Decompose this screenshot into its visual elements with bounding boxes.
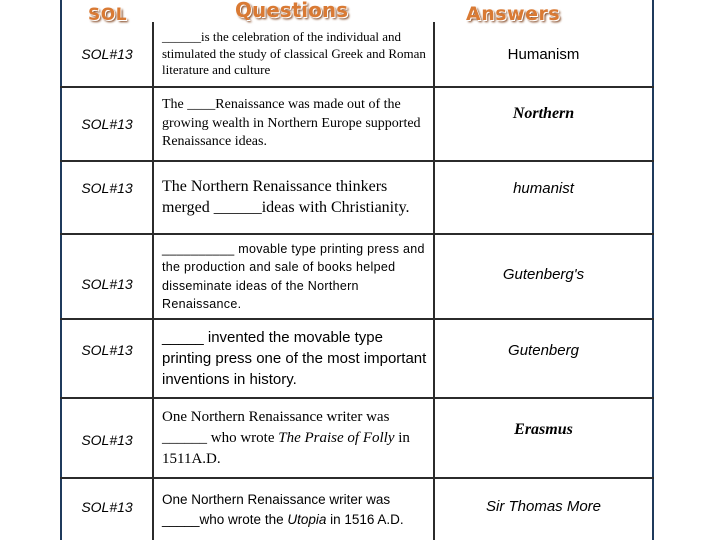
question-cell (154, 235, 433, 318)
sol-cell: SOL#13 (81, 116, 133, 132)
question-text: The ____Renaissance was made out of the growing wealth in Northern Europe supported Renaissance ideas. (162, 96, 421, 150)
sol-cell: SOL#13 (81, 46, 133, 62)
question-text-pre: One Northern Renaissance writer was _____who wrote the (162, 491, 391, 527)
question-text (162, 407, 427, 470)
question-text: The Northern Renaissance thinkers merged ______ideas with Christianity. (162, 177, 410, 216)
question-cell (154, 88, 433, 160)
question-cell (154, 22, 433, 86)
question-text-pre: One Northern Renaissance writer was ______ who wrote (162, 408, 390, 446)
answer-cell: Humanism (507, 45, 580, 63)
answer-cell: Gutenberg (508, 341, 579, 359)
sol-cell: SOL#13 (81, 498, 133, 515)
question-text: ______is the celebration of the individual and stimulated the study of classical Greek and Roman literature and culture (162, 28, 426, 78)
question-cell (154, 320, 433, 397)
question-cell (154, 479, 433, 540)
header-questions: Questions (235, 0, 349, 22)
answer-cell: Erasmus (514, 421, 573, 438)
sol-cell: SOL#13 (81, 432, 133, 448)
answer-cell: Northern (512, 105, 575, 122)
header-sol: SOL (88, 5, 128, 25)
question-text-post: in 1516 A.D. (326, 511, 404, 527)
sol-cell: SOL#13 (81, 342, 133, 358)
book-title: The Praise of Folly (278, 429, 395, 446)
answer-cell: humanist (513, 179, 574, 197)
header-answers: Answers (466, 3, 561, 25)
question-text: _____ invented the movable type printing press one of the most important inventions in history. (162, 329, 427, 388)
sol-cell: SOL#13 (81, 276, 133, 292)
answer-cell: Gutenberg's (502, 265, 585, 283)
book-title: Utopia (287, 511, 327, 527)
question-text: __________ movable type printing press and the production and sale of books helped disseminate ideas of the Northern Renaissance. (162, 242, 425, 311)
question-cell (154, 162, 433, 233)
sol-cell: SOL#13 (81, 180, 133, 196)
answer-cell: Sir Thomas More (485, 498, 602, 515)
question-text-post: in 1511A.D. (162, 429, 410, 467)
question-text (162, 490, 427, 529)
question-cell (154, 399, 433, 477)
